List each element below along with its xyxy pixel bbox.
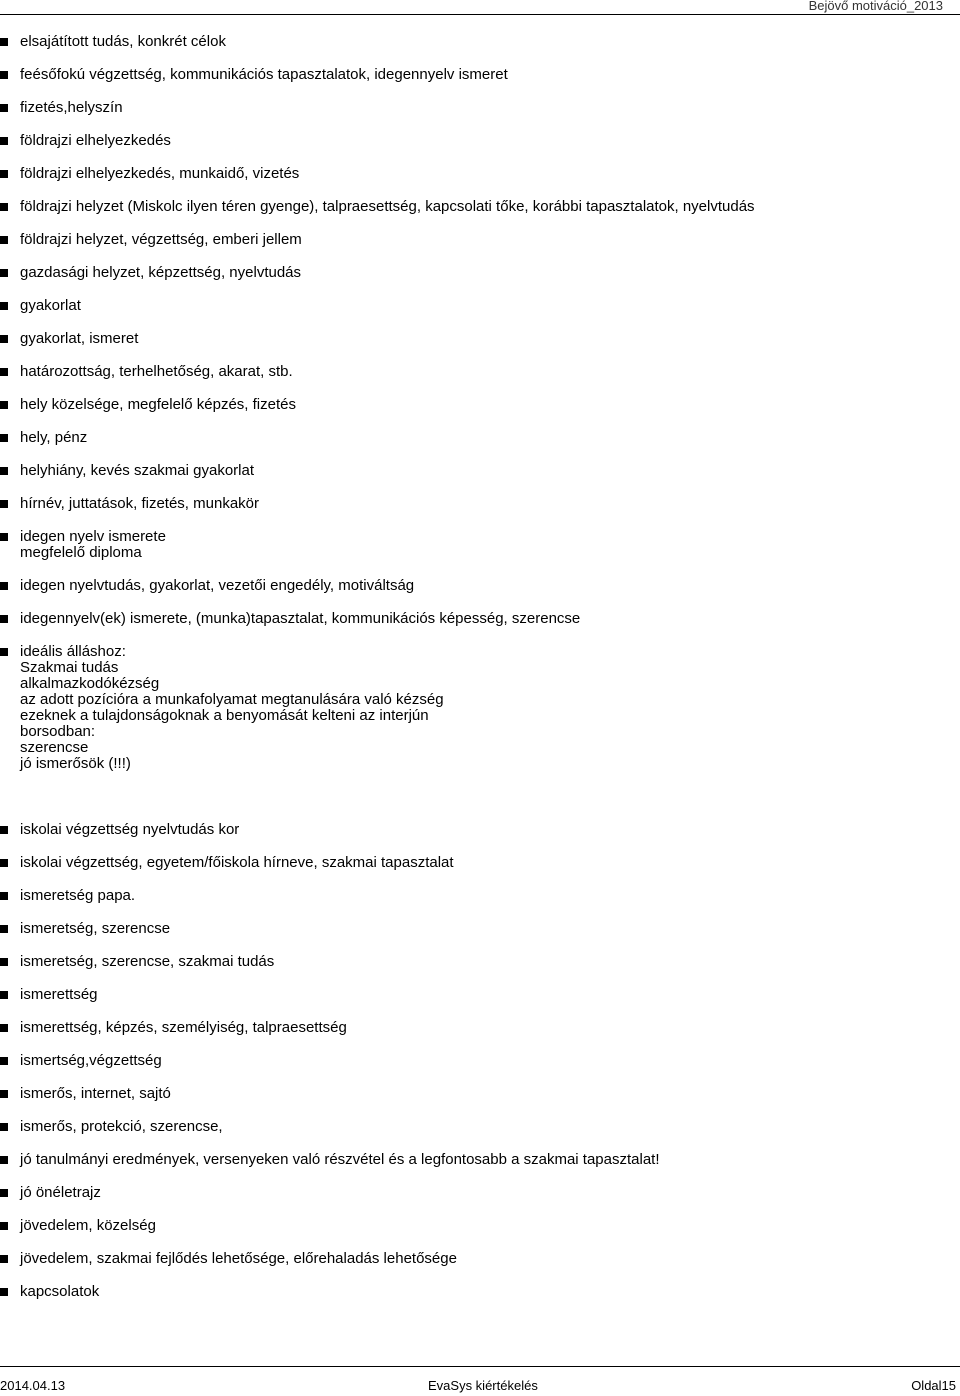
list-item (0, 1119, 960, 1135)
list-item (0, 954, 960, 970)
list-item-text: földrajzi elhelyezkedés, munkaidő, vizetés (20, 165, 300, 182)
list-item (0, 855, 960, 871)
list-item (0, 232, 960, 248)
list-item-text: földrajzi helyzet, végzettség, emberi jellem (20, 231, 302, 248)
list-item-text: ismerős, protekció, szerencse, (20, 1118, 223, 1135)
list-item (0, 331, 960, 347)
list-item (0, 67, 960, 83)
list-item (0, 1284, 960, 1300)
list-item-text: idegennyelv(ek) ismerete, (munka)tapasztalat, kommunikációs képesség, szerencse (20, 610, 581, 627)
list-item-text: hely közelsége, megfelelő képzés, fizetés (20, 396, 296, 413)
footer-date: 2014.04.13 (0, 1378, 66, 1393)
list-item-text: iskolai végzettség nyelvtudás kor (20, 821, 240, 838)
square-bullet-icon (0, 826, 8, 834)
square-bullet-icon (0, 335, 8, 343)
list-item-text: földrajzi elhelyezkedés (20, 132, 171, 149)
square-bullet-icon (0, 1288, 8, 1296)
list-item (0, 1251, 960, 1267)
list-item-text: ismeretség, szerencse, szakmai tudás (20, 953, 275, 970)
square-bullet-icon (0, 71, 8, 79)
list-item-text: szerencse (20, 739, 89, 756)
square-bullet-icon (0, 170, 8, 178)
list-item-text: idegen nyelvtudás, gyakorlat, vezetői engedély, motiváltság (20, 577, 415, 594)
list-item (0, 611, 960, 627)
list-item (0, 133, 960, 149)
list-item (0, 888, 960, 904)
list-item-text: hely, pénz (20, 429, 88, 446)
list-item-text: iskolai végzettség, egyetem/főiskola hírneve, szakmai tapasztalat (20, 854, 454, 871)
list-item (0, 496, 960, 512)
square-bullet-icon (0, 401, 8, 409)
square-bullet-icon (0, 925, 8, 933)
list-item-text: idegen nyelv ismerete (20, 528, 166, 545)
square-bullet-icon (0, 582, 8, 590)
list-item-text: határozottság, terhelhetőség, akarat, stb. (20, 363, 293, 380)
square-bullet-icon (0, 269, 8, 277)
square-bullet-icon (0, 137, 8, 145)
list-item (0, 265, 960, 281)
document-title: Bejövő motiváció_2013 (808, 0, 943, 13)
list-item (0, 578, 960, 594)
list-item-text: elsajátított tudás, konkrét célok (20, 33, 226, 50)
list-item (0, 987, 960, 1003)
list-item (0, 364, 960, 380)
list-item (0, 1020, 960, 1036)
list-item (0, 34, 960, 50)
square-bullet-icon (0, 892, 8, 900)
list-item-text: jó önéletrajz (20, 1184, 101, 1201)
list-item (0, 1053, 960, 1069)
list-item-text: Szakmai tudás (20, 659, 119, 676)
list-item-text: jó tanulmányi eredmények, versenyeken való részvétel és a legfontosabb a szakmai tapasztalat! (20, 1151, 660, 1168)
square-bullet-icon (0, 104, 8, 112)
list-item-text: jövedelem, közelség (20, 1217, 156, 1234)
list-item-text: ezeknek a tulajdonságoknak a benyomását kelteni az interjún (20, 707, 429, 724)
list-item-text: ismertség,végzettség (20, 1052, 162, 1069)
list-item (0, 1185, 960, 1201)
page-header (0, 0, 960, 15)
list-item (0, 100, 960, 116)
list-item-text: gyakorlat (20, 297, 81, 314)
square-bullet-icon (0, 1156, 8, 1164)
list-item (0, 199, 960, 215)
list-item-text: borsodban: (20, 723, 96, 740)
square-bullet-icon (0, 1222, 8, 1230)
list-item (0, 529, 960, 561)
list-item-text: gazdasági helyzet, képzettség, nyelvtudás (20, 264, 302, 281)
square-bullet-icon (0, 368, 8, 376)
square-bullet-icon (0, 1123, 8, 1131)
list-item-text: alkalmazkodókézség (20, 675, 160, 692)
list-item (0, 921, 960, 937)
square-bullet-icon (0, 615, 8, 623)
square-bullet-icon (0, 500, 8, 508)
list-item-text: jövedelem, szakmai fejlődés lehetősége, előrehaladás lehetősége (20, 1250, 457, 1267)
list-item (0, 397, 960, 413)
list-item (0, 822, 960, 838)
square-bullet-icon (0, 236, 8, 244)
list-item-text: ismerettség (20, 986, 98, 1003)
list-item-text: helyhiány, kevés szakmai gyakorlat (20, 462, 254, 479)
list-item (0, 1086, 960, 1102)
list-item-text: jó ismerősök (!!!) (20, 755, 131, 772)
square-bullet-icon (0, 1057, 8, 1065)
list-item (0, 430, 960, 446)
page-footer (0, 1366, 960, 1396)
square-bullet-icon (0, 958, 8, 966)
list-item-text: megfelelő diploma (20, 544, 142, 561)
square-bullet-icon (0, 648, 8, 656)
square-bullet-icon (0, 533, 8, 541)
square-bullet-icon (0, 1255, 8, 1263)
list-item-text: ismerettség, képzés, személyiség, talpraesettség (20, 1019, 347, 1036)
square-bullet-icon (0, 1090, 8, 1098)
list-item-text: ideális álláshoz: (20, 643, 126, 660)
square-bullet-icon (0, 467, 8, 475)
footer-generator: EvaSys kiértékelés (428, 1378, 538, 1393)
list-item (0, 298, 960, 314)
list-item (0, 644, 960, 772)
square-bullet-icon (0, 38, 8, 46)
list-item (0, 1218, 960, 1234)
list-item-text: földrajzi helyzet (Miskolc ilyen téren gyenge), talpraesettség, kapcsolati tőke, korábbi tapasztalatok, nyelvtudás (20, 198, 755, 215)
list-item-text: gyakorlat, ismeret (20, 330, 139, 347)
list-item (0, 463, 960, 479)
list-item (0, 166, 960, 182)
list-item-text: ismerős, internet, sajtó (20, 1085, 171, 1102)
list-item-text: kapcsolatok (20, 1283, 100, 1300)
square-bullet-icon (0, 859, 8, 867)
list-item (0, 1152, 960, 1168)
square-bullet-icon (0, 991, 8, 999)
list-item-text: fizetés,helyszín (20, 99, 123, 116)
square-bullet-icon (0, 302, 8, 310)
footer-page-number: Oldal15 (911, 1378, 956, 1393)
square-bullet-icon (0, 1024, 8, 1032)
square-bullet-icon (0, 434, 8, 442)
list-item-text: ismeretség, szerencse (20, 920, 171, 937)
square-bullet-icon (0, 1189, 8, 1197)
list-item-text: feésőfokú végzettség, kommunikációs tapasztalatok, idegennyelv ismeret (20, 66, 508, 83)
list-item-text: hírnév, juttatások, fizetés, munkakör (20, 495, 259, 512)
list-item-text: az adott pozícióra a munkafolyamat megtanulására való kézség (20, 691, 444, 708)
response-list (0, 34, 960, 1317)
square-bullet-icon (0, 203, 8, 211)
list-item-text: ismeretség papa. (20, 887, 136, 904)
